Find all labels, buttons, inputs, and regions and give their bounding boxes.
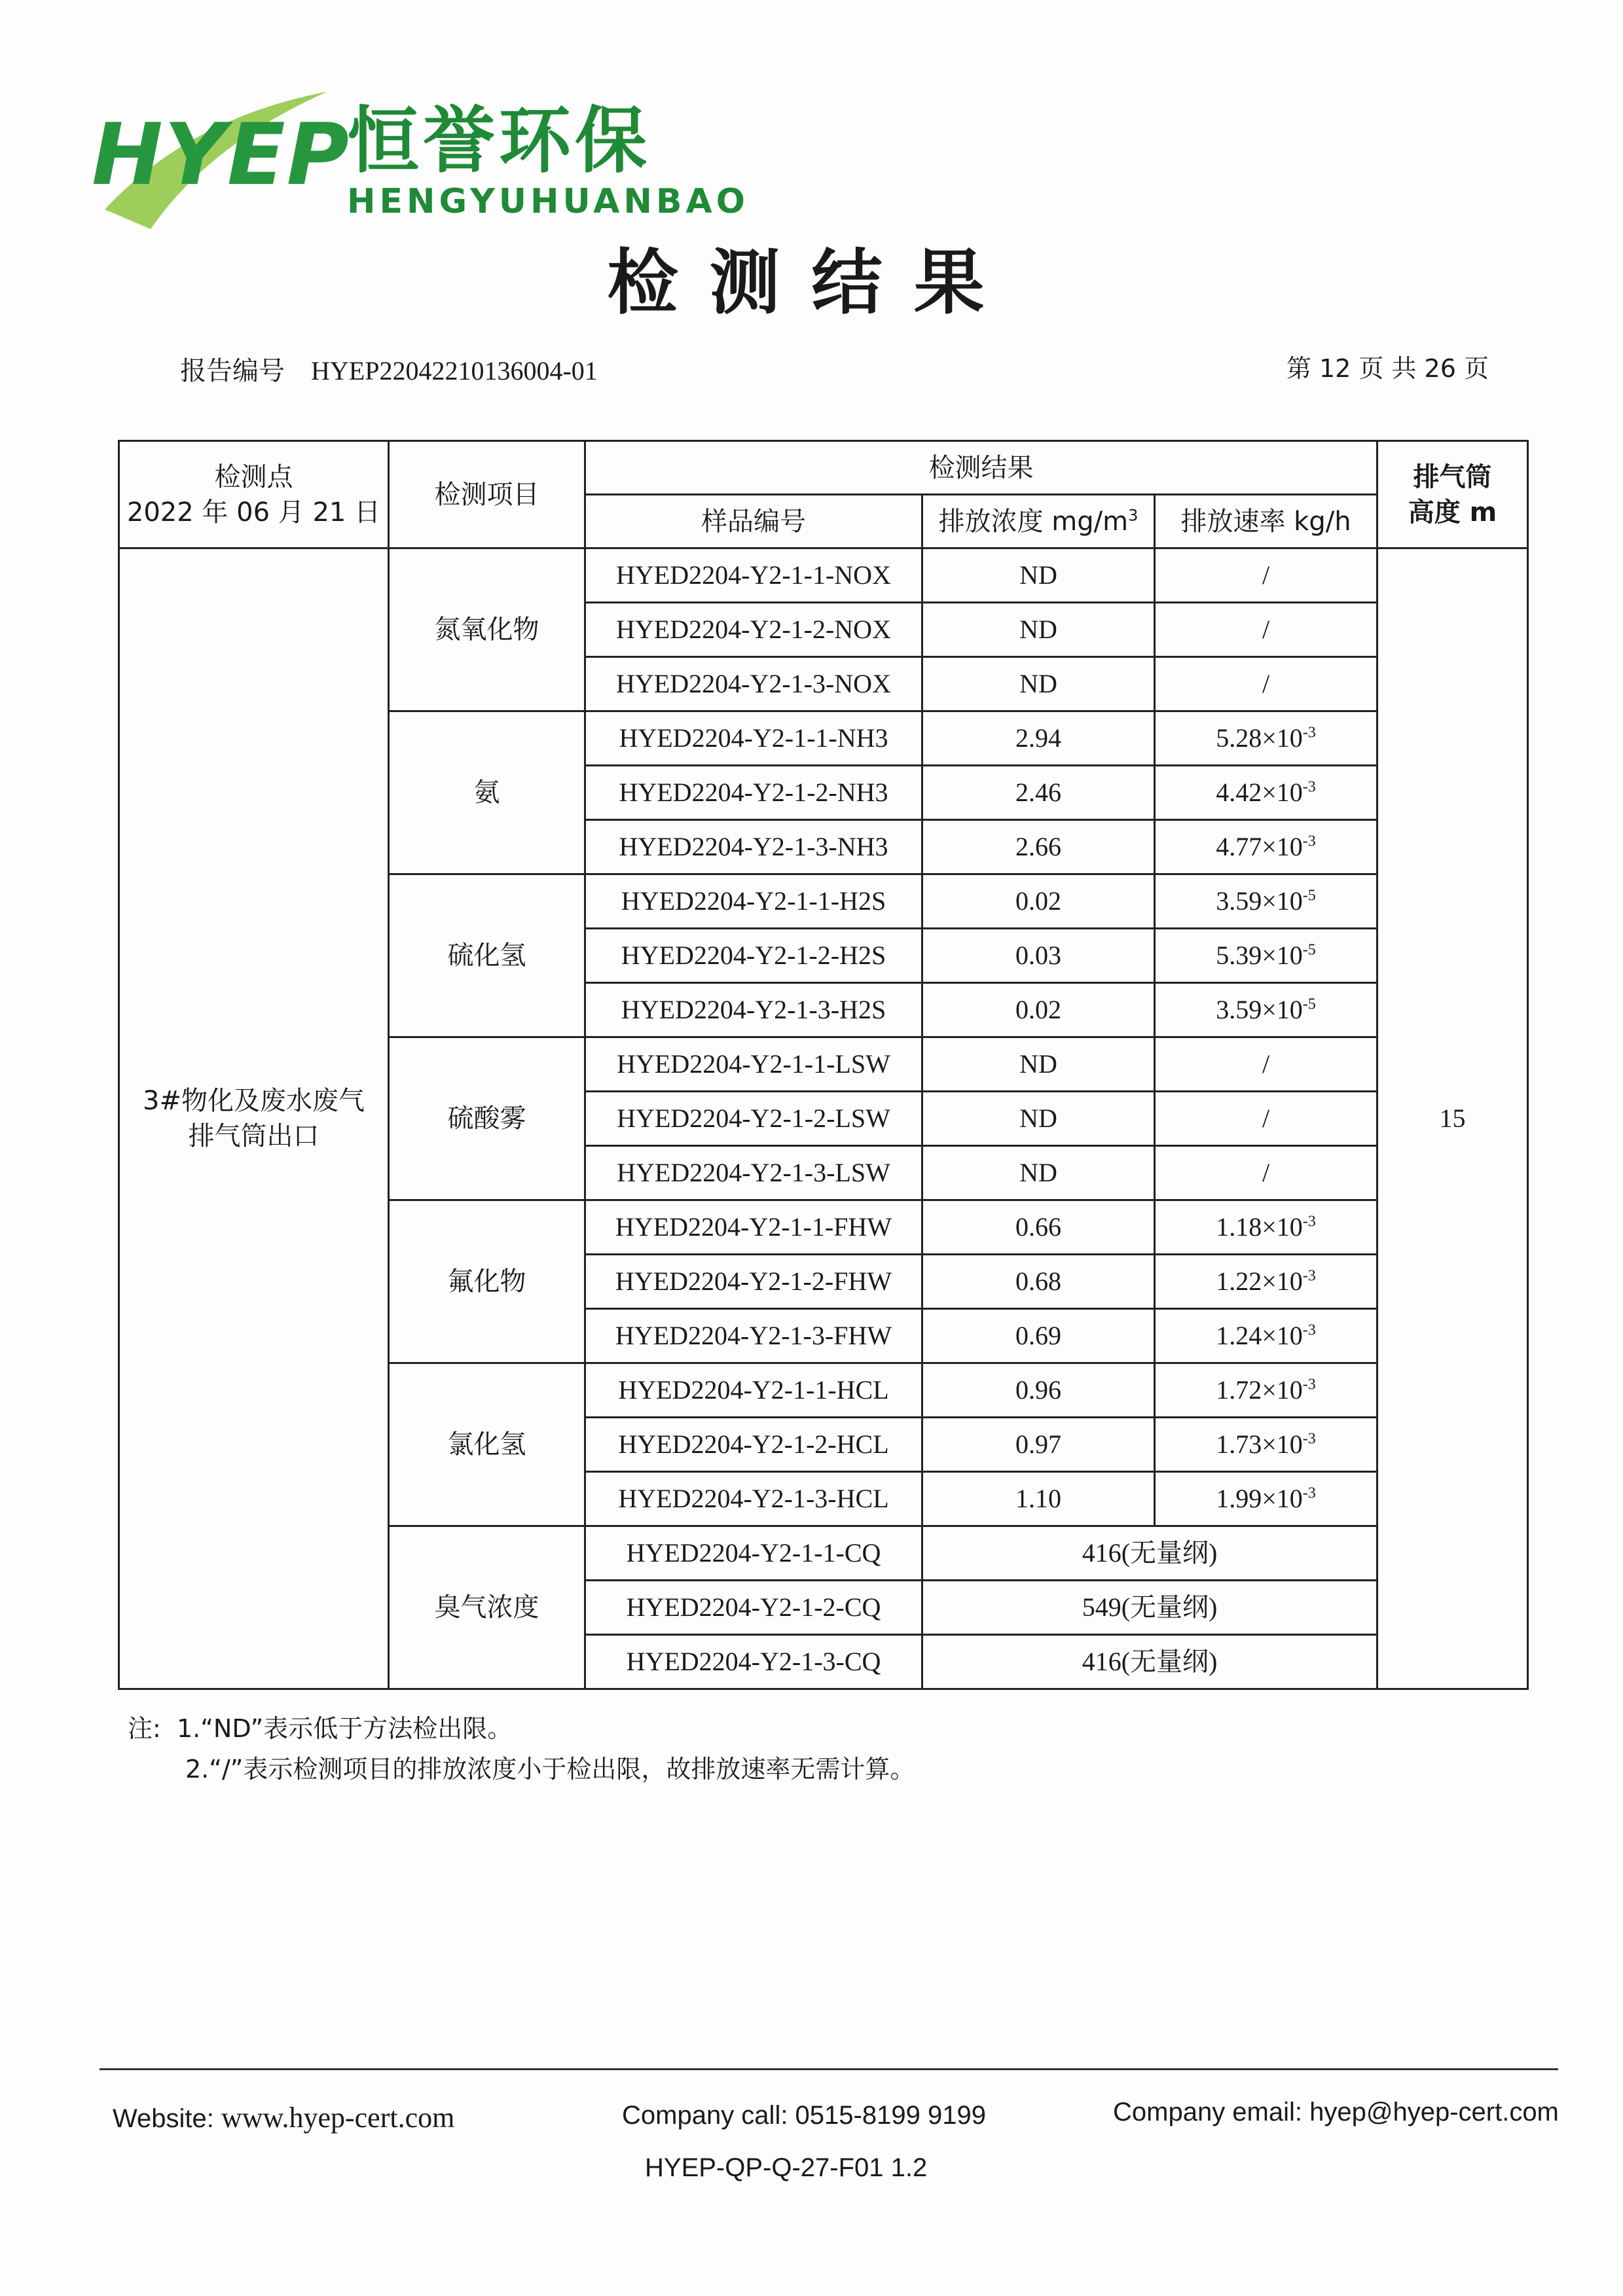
cell-rate	[1155, 1309, 1377, 1363]
report-number-label: 报告编号	[180, 356, 285, 386]
rate-value: /	[1262, 1049, 1270, 1079]
cell-sample: HYED2204-Y2-1-2-HCL	[585, 1418, 922, 1472]
cell-concentration: 0.03	[922, 929, 1155, 983]
cell-rate	[1155, 1363, 1377, 1418]
cell-sample: HYED2204-Y2-1-1-LSW	[585, 1037, 922, 1092]
footer-website	[113, 2101, 454, 2134]
cell-rate	[1155, 603, 1377, 657]
cell-item: 氯化氢	[389, 1363, 585, 1526]
cell-rate	[1155, 548, 1377, 603]
cell-concentration: 0.66	[922, 1200, 1155, 1255]
rate-exponent: -3	[1302, 1484, 1316, 1502]
cell-rate	[1155, 1146, 1377, 1200]
cell-concentration: 0.69	[922, 1309, 1155, 1363]
cell-rate	[1155, 1418, 1377, 1472]
logo-name-cn: 恒誉环保	[347, 99, 651, 183]
logo-mark: HYEP	[92, 105, 351, 204]
point-l2: 排气筒出口	[188, 1121, 319, 1151]
result-table	[118, 440, 1529, 1690]
cell-rate	[1155, 820, 1377, 874]
rate-value: 1.22×10	[1216, 1266, 1303, 1296]
cell-sample: HYED2204-Y2-1-2-CQ	[585, 1581, 922, 1635]
cell-sample: HYED2204-Y2-1-2-NH3	[585, 766, 922, 820]
cell-sample: HYED2204-Y2-1-2-NOX	[585, 603, 922, 657]
report-number	[180, 350, 598, 387]
rate-value: 1.72×10	[1216, 1375, 1303, 1405]
rate-exponent: -3	[1302, 1267, 1316, 1285]
cell-stack-height: 15	[1377, 548, 1528, 1689]
cell-sample: HYED2204-Y2-1-1-FHW	[585, 1200, 922, 1255]
cell-sample: HYED2204-Y2-1-3-FHW	[585, 1309, 922, 1363]
cell-concentration: 2.94	[922, 711, 1155, 766]
cell-point	[119, 548, 389, 1689]
cell-rate	[1155, 711, 1377, 766]
cell-odor-value: 416(无量纲)	[922, 1635, 1377, 1689]
rate-value: 3.59×10	[1216, 886, 1303, 916]
cell-odor-value: 549(无量纲)	[922, 1581, 1377, 1635]
cell-sample: HYED2204-Y2-1-2-LSW	[585, 1092, 922, 1146]
header-height-l1: 排气筒	[1413, 461, 1492, 492]
header-point	[119, 441, 389, 548]
rate-exponent: -3	[1302, 1376, 1316, 1393]
cell-sample: HYED2204-Y2-1-3-LSW	[585, 1146, 922, 1200]
header-point-label: 检测点	[214, 461, 293, 492]
rate-exponent: -3	[1302, 778, 1316, 796]
cell-rate	[1155, 1255, 1377, 1309]
page-info: 第 12 页 共 26 页	[1286, 354, 1489, 383]
cell-concentration: 0.02	[922, 983, 1155, 1037]
rate-value: 1.24×10	[1216, 1321, 1303, 1350]
cell-sample: HYED2204-Y2-1-3-NH3	[585, 820, 922, 874]
cell-item: 硫酸雾	[389, 1037, 585, 1200]
cell-rate	[1155, 766, 1377, 820]
header-result: 检测结果	[585, 441, 1377, 495]
cell-item: 臭气浓度	[389, 1526, 585, 1689]
header-height-l2: 高度 m	[1408, 497, 1497, 528]
header-height	[1377, 441, 1528, 548]
cell-sample: HYED2204-Y2-1-1-CQ	[585, 1526, 922, 1581]
company-logo	[92, 79, 749, 236]
header-concentration-sup: 3	[1128, 506, 1139, 525]
rate-value: 4.77×10	[1216, 832, 1303, 861]
cell-concentration: ND	[922, 1146, 1155, 1200]
point-l1: 3#物化及废水废气	[143, 1086, 365, 1116]
cell-concentration: ND	[922, 1092, 1155, 1146]
cell-sample: HYED2204-Y2-1-1-H2S	[585, 874, 922, 929]
header-rate: 排放速率 kg/h	[1155, 495, 1377, 548]
cell-sample: HYED2204-Y2-1-2-H2S	[585, 929, 922, 983]
rate-value: 1.73×10	[1216, 1429, 1303, 1459]
table-body	[119, 548, 1528, 1689]
rate-exponent: -5	[1302, 996, 1316, 1013]
rate-value: 1.18×10	[1216, 1212, 1303, 1242]
rate-value: 4.42×10	[1216, 778, 1303, 807]
footer-website-label: Website:	[113, 2104, 221, 2133]
cell-concentration: 0.97	[922, 1418, 1155, 1472]
note-2: 2.“/”表示检测项目的排放浓度小于检出限，故排放速率无需计算。	[185, 1755, 915, 1784]
cell-item: 氨	[389, 711, 585, 874]
header-sample-no: 样品编号	[585, 495, 922, 548]
cell-rate	[1155, 657, 1377, 711]
cell-sample: HYED2204-Y2-1-3-CQ	[585, 1635, 922, 1689]
rate-value: /	[1262, 1103, 1270, 1133]
rate-exponent: -5	[1302, 887, 1316, 905]
cell-concentration: 2.66	[922, 820, 1155, 874]
notes-prefix: 注:	[128, 1714, 161, 1743]
cell-rate	[1155, 1472, 1377, 1526]
rate-exponent: -5	[1302, 941, 1316, 959]
cell-concentration: ND	[922, 603, 1155, 657]
cell-sample: HYED2204-Y2-1-3-NOX	[585, 657, 922, 711]
cell-sample: HYED2204-Y2-1-3-H2S	[585, 983, 922, 1037]
cell-concentration: 0.02	[922, 874, 1155, 929]
cell-concentration: 0.68	[922, 1255, 1155, 1309]
rate-value: 3.59×10	[1216, 995, 1303, 1024]
header-concentration	[922, 495, 1155, 548]
rate-exponent: -3	[1302, 724, 1316, 742]
cell-odor-value: 416(无量纲)	[922, 1526, 1377, 1581]
cell-sample: HYED2204-Y2-1-2-FHW	[585, 1255, 922, 1309]
footer-email[interactable]: Company email: hyep@hyep-cert.com	[1113, 2098, 1559, 2126]
cell-sample: HYED2204-Y2-1-1-NOX	[585, 548, 922, 603]
header-item: 检测项目	[389, 441, 585, 548]
cell-concentration: 2.46	[922, 766, 1155, 820]
note-1: 1.“ND”表示低于方法检出限。	[176, 1714, 513, 1743]
cell-item: 氮氧化物	[389, 548, 585, 711]
table-row	[119, 548, 1528, 603]
footer-form-number: HYEP-QP-Q-27-F01 1.2	[645, 2153, 928, 2182]
logo-name-en: HENGYUHUANBAO	[347, 182, 749, 221]
rate-value: /	[1262, 1158, 1270, 1187]
cell-rate	[1155, 1092, 1377, 1146]
footer-website-link[interactable]: www.hyep-cert.com	[221, 2102, 455, 2134]
cell-sample: HYED2204-Y2-1-1-NH3	[585, 711, 922, 766]
cell-sample: HYED2204-Y2-1-1-HCL	[585, 1363, 922, 1418]
rate-exponent: -3	[1302, 1213, 1316, 1230]
cell-concentration: ND	[922, 1037, 1155, 1092]
cell-item: 硫化氢	[389, 874, 585, 1037]
header-concentration-label: 排放浓度 mg/m	[938, 506, 1129, 537]
rate-exponent: -3	[1302, 1430, 1316, 1448]
rate-value: /	[1262, 560, 1270, 590]
cell-concentration: ND	[922, 657, 1155, 711]
cell-concentration: ND	[922, 548, 1155, 603]
rate-value: 5.28×10	[1216, 723, 1303, 753]
cell-rate	[1155, 874, 1377, 929]
rate-value: 1.99×10	[1216, 1484, 1303, 1513]
cell-sample: HYED2204-Y2-1-3-HCL	[585, 1472, 922, 1526]
cell-rate	[1155, 1200, 1377, 1255]
cell-rate	[1155, 983, 1377, 1037]
cell-rate	[1155, 929, 1377, 983]
report-number-value: HYEP22042210136004-01	[311, 356, 598, 386]
rate-exponent: -3	[1302, 833, 1316, 850]
rate-value: 5.39×10	[1216, 941, 1303, 970]
footer-divider	[100, 2068, 1558, 2070]
cell-concentration: 1.10	[922, 1472, 1155, 1526]
notes	[128, 1708, 915, 1789]
cell-concentration: 0.96	[922, 1363, 1155, 1418]
header-date: 2022 年 06 月 21 日	[126, 497, 381, 528]
cell-item: 氟化物	[389, 1200, 585, 1363]
rate-exponent: -3	[1302, 1321, 1316, 1339]
rate-value: /	[1262, 669, 1270, 698]
rate-value: /	[1262, 615, 1270, 644]
page-title: 检测结果	[607, 242, 1016, 324]
footer-call: Company call: 0515-8199 9199	[622, 2101, 986, 2130]
cell-rate	[1155, 1037, 1377, 1092]
